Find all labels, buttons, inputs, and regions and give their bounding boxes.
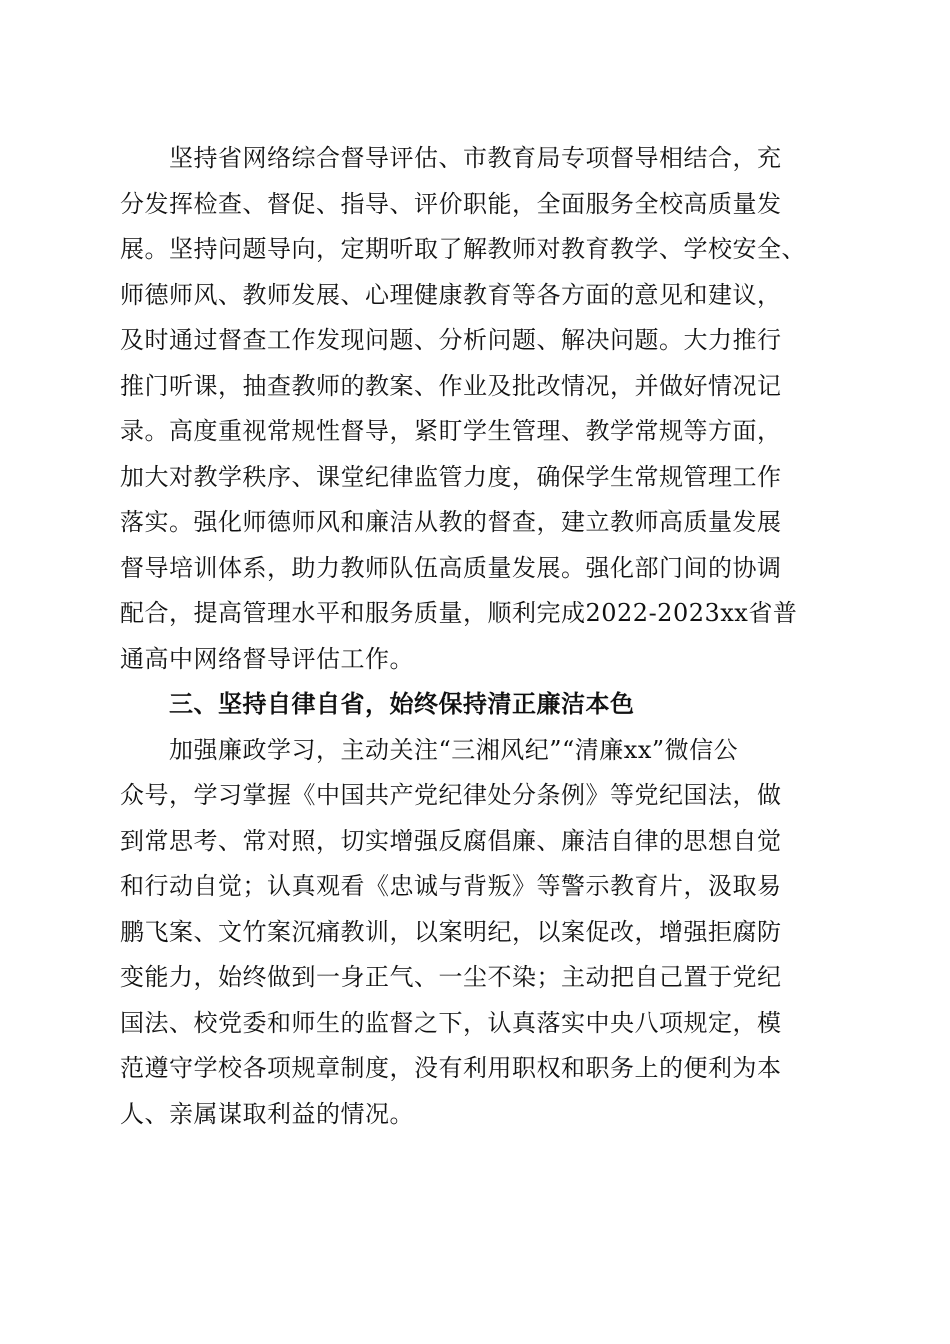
paragraph-line: 和行动自觉；认真观看《忠诚与背叛》等警示教育片，汲取易 [120,872,782,900]
section-heading: 三、坚持自律自省，始终保持清正廉洁本色 [169,690,635,718]
paragraph-line: 落实。强化师德师风和廉洁从教的督查，建立教师高质量发展 [120,508,782,536]
paragraph-line: 录。高度重视常规性督导，紧盯学生管理、教学常规等方面， [120,417,782,445]
paragraph-line: 众号，学习掌握《中国共产党纪律处分条例》等党纪国法，做 [120,781,782,809]
paragraph-integrity [120,728,832,1138]
paragraph-line: 分发挥检查、督促、指导、评价职能，全面服务全校高质量发 [120,189,782,218]
paragraph-line: 范遵守学校各项规章制度，没有利用职权和职务上的便利为本 [120,1054,782,1082]
document-body [120,136,832,1137]
paragraph-line: 人、亲属谋取利益的情况。 [120,1099,414,1128]
paragraph-line: 加强廉政学习，主动关注“三湘风纪”“清廉xx”微信公 [169,735,739,764]
paragraph-supervision [120,136,832,682]
paragraph-line: 督导培训体系，助力教师队伍高质量发展。强化部门间的协调 [120,553,782,582]
paragraph-line: 通高中网络督导评估工作。 [120,644,414,673]
paragraph-line: 推门听课，抽查教师的教案、作业及批改情况，并做好情况记 [120,371,782,400]
paragraph-line: 及时通过督查工作发现问题、分析问题、解决问题。大力推行 [120,326,782,354]
paragraph-line: 展。坚持问题导向，定期听取了解教师对教育教学、学校安全、 [120,235,806,263]
paragraph-line: 加大对教学秩序、课堂纪律监管力度，确保学生常规管理工作 [120,462,782,491]
paragraph-line: 到常思考、常对照，切实增强反腐倡廉、廉洁自律的思想自觉 [120,826,782,855]
paragraph-line: 配合，提高管理水平和服务质量，顺利完成2022-2023xx省普 [120,599,798,627]
paragraph-line: 变能力，始终做到一身正气、一尘不染；主动把自己置于党纪 [120,963,782,991]
paragraph-line: 鹏飞案、文竹案沉痛教训，以案明纪，以案促改，增强拒腐防 [120,917,782,946]
paragraph-line: 师德师风、教师发展、心理健康教育等各方面的意见和建议， [120,280,782,309]
paragraph-line: 国法、校党委和师生的监督之下，认真落实中央八项规定，模 [120,1008,782,1037]
paragraph-line: 坚持省网络综合督导评估、市教育局专项督导相结合，充 [169,144,782,172]
